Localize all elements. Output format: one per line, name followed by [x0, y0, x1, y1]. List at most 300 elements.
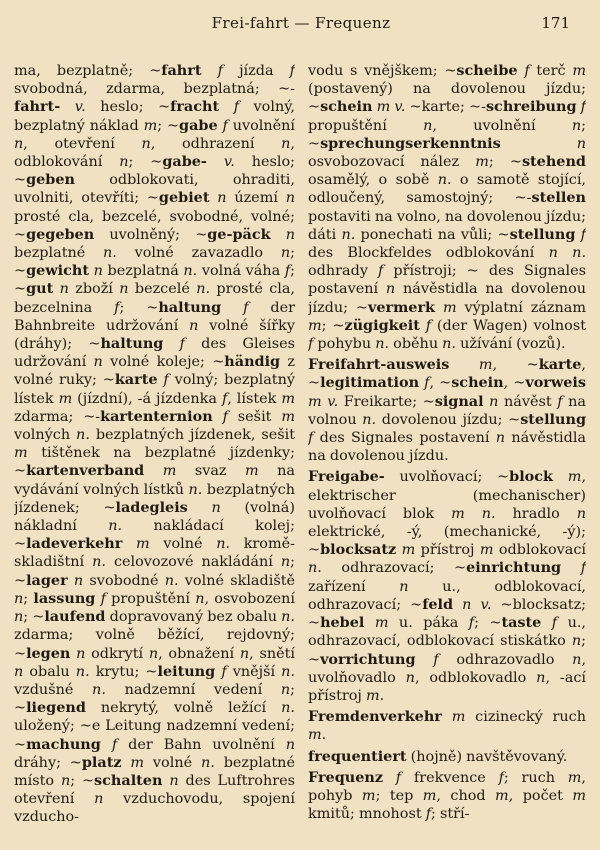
grammar-label: m: [572, 787, 586, 804]
definition-text: der Bahn uvolnění: [117, 736, 286, 753]
definition-text: frekvence: [401, 769, 499, 786]
headword: laufend: [44, 608, 106, 626]
grammar-label: n.: [281, 609, 295, 626]
grammar-label: n: [280, 245, 291, 262]
grammar-label: n.: [481, 505, 496, 522]
headword: Frequenz: [308, 768, 384, 786]
headword: gabe-: [162, 153, 207, 171]
definition-text: , chod: [436, 787, 496, 804]
grammar-label: n: [189, 317, 199, 334]
definition-text: ; ~: [119, 299, 159, 316]
grammar-label: n: [14, 663, 24, 680]
headword: kartenverband: [26, 462, 145, 480]
grammar-label: f: [557, 393, 563, 410]
headword: machung: [26, 735, 101, 753]
definition-text: u., odhrazovací, odblokovací stiskátko: [308, 615, 586, 650]
grammar-label: m: [130, 754, 145, 771]
grammar-label: f: [498, 769, 504, 786]
definition-text: volný; bezplatný lístek: [14, 372, 295, 407]
definition-text: volná váha: [197, 263, 285, 280]
definition-text: [213, 409, 223, 425]
grammar-label: f: [284, 263, 291, 280]
headword: hebel: [320, 614, 365, 632]
definition-text: ponechati na vůli; ~: [355, 226, 510, 243]
grammar-label: m: [567, 769, 582, 786]
definition-text: odhrady: [308, 263, 378, 280]
definition-text: návěstidla na dovolenou jízdu; ~: [308, 281, 586, 316]
definition-text: , ~: [308, 357, 586, 392]
headword: ladeverkehr: [26, 535, 123, 553]
definition-text: bezplatná: [102, 263, 184, 280]
grammar-label: n.: [362, 411, 377, 428]
grammar-label: m: [475, 154, 489, 171]
grammar-label: n: [195, 590, 205, 607]
definition-text: zařízení: [308, 578, 400, 595]
definition-text: obalu: [23, 663, 76, 680]
headword: stellung: [520, 410, 586, 428]
definition-text: ; ~: [474, 615, 502, 632]
headword: schreibung: [485, 98, 577, 116]
definition-text: (volná) nákladní: [14, 499, 295, 535]
definition-text: volné skladiště: [178, 572, 295, 589]
definition-text: zdarma; volně běžící, rejdovný; ~: [14, 627, 295, 662]
definition-text: [453, 597, 462, 613]
definition-text: [122, 536, 136, 552]
definition-text: [558, 245, 572, 261]
grammar-label: m: [479, 542, 494, 559]
grammar-label: n: [285, 736, 295, 753]
definition-text: , uvolnění: [432, 117, 572, 134]
definition-text: z volné ruky; ~: [14, 354, 295, 389]
headword: scheibe: [456, 62, 518, 79]
definition-text: na vydávání volných lístků: [14, 463, 295, 498]
definition-text: der Bahnbreite udržování: [14, 299, 295, 334]
grammar-label: n: [94, 791, 104, 808]
grammar-label: n: [576, 505, 586, 522]
grammar-label: n: [14, 590, 24, 607]
definition-text: , osvobození: [204, 590, 295, 607]
grammar-label: m: [442, 299, 457, 316]
definition-text: [60, 99, 75, 115]
definition-text: [101, 737, 112, 753]
grammar-label: n: [211, 499, 221, 516]
definition-text: tištěnek na bezplatné jízdenky; ~: [14, 445, 295, 480]
grammar-label: n: [548, 245, 558, 262]
grammar-label: f: [524, 63, 530, 79]
definition-text: terč: [529, 63, 573, 79]
headword: legen: [26, 644, 71, 662]
grammar-label: f: [425, 317, 432, 334]
definition-text: [144, 463, 162, 479]
grammar-label: n.: [281, 700, 295, 717]
definition-text: svaz: [176, 463, 245, 480]
definition-text: [271, 227, 286, 243]
headword: karte: [114, 371, 158, 389]
grammar-label: m: [14, 445, 28, 462]
definition-text: osvobozovací nález: [308, 154, 476, 171]
grammar-label: f: [308, 336, 314, 353]
grammar-label: n: [495, 430, 506, 447]
definition-text: oběhu: [389, 336, 443, 353]
grammar-label: n.: [108, 518, 123, 535]
definition-text: , odblokování: [14, 135, 295, 171]
grammar-label: f: [425, 806, 432, 823]
definition-text: heslo; ~: [14, 154, 295, 189]
headword: liegend: [26, 699, 86, 717]
grammar-label: m: [401, 542, 416, 559]
definition-text: (der Wagen) volnost: [431, 317, 586, 334]
grammar-label: m: [572, 63, 586, 79]
dictionary-entry: [308, 769, 586, 824]
definition-text: prosté cla, bezcelnina: [14, 281, 295, 316]
grammar-label: f: [308, 430, 314, 447]
grammar-label: n: [281, 135, 291, 152]
grammar-label: m: [422, 787, 437, 804]
grammar-label: n: [405, 669, 415, 686]
headword: vorrichtung: [320, 650, 416, 668]
definition-text: ; ~: [488, 154, 522, 171]
definition-text: uvolňovací; ~: [384, 469, 510, 486]
definition-text: o samotě stojící, odloučený, samostojný; ~-: [308, 172, 586, 207]
definition-text: ; ~: [321, 317, 345, 334]
page-header: [0, 14, 600, 40]
definition-text: , lístek: [227, 390, 282, 407]
definition-text: , odblokovadlo: [414, 669, 537, 686]
definition-text: propuštění: [308, 117, 424, 134]
headword: stellung: [509, 225, 576, 243]
headword: Freigabe-: [308, 468, 385, 486]
definition-text: , ~: [492, 357, 539, 374]
definition-text: odblokovací: [493, 542, 586, 559]
grammar-label: m: [365, 687, 380, 704]
grammar-label: m: [451, 709, 466, 726]
definition-text: ; ~: [70, 772, 95, 789]
grammar-label: m: [162, 463, 177, 480]
headword: einrichtung: [466, 559, 562, 577]
headword: stehend: [521, 153, 586, 171]
headword: schein: [320, 98, 373, 116]
definition-text: [561, 560, 581, 576]
grammar-label: v.: [394, 99, 406, 116]
grammar-label: f: [243, 299, 249, 316]
grammar-label: f: [580, 99, 586, 116]
definition-text: volný, bezplatný náklad: [14, 99, 295, 134]
definition-text: zboží: [68, 281, 120, 298]
definition-text: vnější: [226, 663, 282, 680]
grammar-label: n: [571, 633, 582, 650]
running-head: Frei-fahrt — Frequenz: [211, 14, 391, 32]
definition-text: na volnou: [308, 393, 586, 428]
definition-text: [449, 357, 479, 373]
headword: schein: [451, 374, 504, 392]
definition-text: ; ~: [14, 263, 295, 298]
grammar-label: n: [399, 578, 409, 595]
definition-text: návěstidla na dovolenou jízdu.: [308, 430, 586, 465]
headword: block: [509, 468, 554, 486]
definition-text: u., odblokovací, odhrazovací; ~: [308, 578, 586, 613]
definition-text: Freikarte; ~: [338, 393, 435, 410]
definition-text: zdarma; ~-: [14, 408, 101, 425]
definition-text: postaviti na volno, na dovolenou jízdu; dáti: [308, 208, 586, 243]
definition-text: , snětí: [249, 645, 295, 662]
grammar-label: v.: [223, 154, 235, 171]
definition-text: volné koleje; ~: [102, 354, 225, 371]
definition-text: odblokovati, ohraditi, uvolniti, otevříti; ~: [14, 172, 295, 207]
dictionary-entry: [308, 356, 586, 465]
grammar-label: n.: [183, 263, 198, 280]
definition-text: , -ací přístroj: [308, 669, 586, 704]
grammar-label: n: [280, 554, 291, 571]
headword: fahrt-: [14, 98, 61, 116]
headword: fracht: [170, 98, 220, 116]
definition-text: ; stří-: [431, 806, 470, 823]
grammar-label: m: [567, 469, 582, 486]
definition-text: bezcelé: [128, 281, 197, 298]
grammar-label: n.: [76, 427, 90, 444]
grammar-label: m: [376, 99, 391, 116]
grammar-label: n: [576, 135, 586, 152]
headword: lager: [26, 571, 68, 589]
grammar-label: n.: [375, 336, 390, 353]
definition-text: hradlo: [495, 505, 577, 522]
definition-text: [435, 300, 443, 316]
headword: legitimation: [320, 374, 420, 392]
grammar-label: n: [73, 572, 84, 589]
definition-text: ; ~: [14, 245, 295, 280]
dictionary-entry: [308, 748, 586, 766]
definition-text: [188, 500, 212, 516]
headword: Fremdenverkehr: [308, 708, 442, 726]
headword: schalten: [94, 771, 163, 789]
grammar-label: n.: [442, 336, 456, 353]
grammar-label: f: [222, 408, 228, 425]
headword: gewicht: [26, 262, 90, 280]
grammar-label: n: [141, 135, 151, 152]
definition-text: vzdušné: [14, 681, 93, 698]
definition-text: prosté cla, bezcelé, svobodné, volné; ~: [14, 208, 295, 243]
definition-text: , ~: [429, 375, 452, 392]
grammar-label: f: [551, 615, 558, 632]
definition-text: odkrytí: [85, 645, 149, 662]
definition-text: , obnažení: [158, 645, 240, 662]
definition-text: volné: [149, 536, 217, 553]
definition-text: ; ~: [128, 154, 163, 171]
definition-text: vzduchovodu, spojení vzducho-: [14, 791, 295, 826]
definition-text: ma, bezplatně; ~: [14, 63, 162, 79]
definition-text: [383, 770, 396, 786]
definition-text: [207, 154, 224, 170]
definition-text: krytu; ~: [89, 663, 158, 680]
definition-text: ~karte; ~-: [405, 99, 486, 116]
definition-text: ~blocksatz; ~: [308, 596, 586, 632]
headword: gebiet: [158, 189, 210, 207]
left-column-text: [14, 62, 295, 827]
grammar-label: f: [580, 226, 586, 243]
definition-text: ; ~: [308, 633, 586, 668]
headword: karte: [538, 356, 582, 374]
grammar-label: f: [100, 590, 106, 607]
definition-text: des Blockfeldes odblokování: [308, 245, 549, 262]
definition-text: [364, 615, 374, 631]
definition-text: des Luftrohres otevření: [14, 772, 295, 808]
grammar-label: m: [478, 357, 493, 374]
grammar-label: m: [374, 615, 389, 632]
definition-text: ; ~: [23, 609, 45, 626]
definition-text: [541, 615, 551, 631]
grammar-label: n.: [164, 572, 179, 589]
grammar-label: v.: [327, 393, 339, 410]
grammar-label: n.: [281, 663, 295, 680]
headword: vermerk: [367, 298, 436, 316]
definition-text: , počet: [508, 787, 573, 804]
headword: taste: [501, 614, 542, 632]
definition-text: uvolněný; ~: [94, 226, 208, 243]
grammar-label: n: [217, 190, 227, 207]
definition-text: .: [321, 727, 327, 744]
grammar-label: f: [222, 117, 228, 134]
grammar-label: n.: [308, 560, 322, 577]
definition-text: (hojně) navštěvovaný.: [406, 748, 568, 765]
grammar-label: n: [280, 681, 291, 698]
dictionary-entry: [308, 62, 586, 353]
definition-text: svobodná, zdarma, bezplatná; ~-: [14, 81, 295, 98]
grammar-label: f: [424, 375, 430, 392]
dictionary-entry: [308, 708, 586, 744]
grammar-label: n: [76, 645, 86, 662]
definition-text: nakládací kolej; ~: [14, 518, 295, 553]
grammar-label: m: [143, 117, 158, 134]
definition-text: volných: [14, 427, 77, 444]
grammar-label: n: [423, 117, 433, 134]
definition-text: dovolenou jízdu; ~: [376, 411, 521, 428]
grammar-label: f: [111, 736, 118, 753]
definition-text: [219, 99, 234, 115]
headword: händig: [224, 353, 281, 371]
definition-text: [163, 336, 179, 352]
grammar-label: f: [433, 651, 439, 668]
definition-text: vodu s vnějškem; ~: [308, 63, 457, 79]
definition-text: ; ~: [14, 554, 295, 589]
definition-text: užívání (vozů).: [456, 336, 566, 353]
grammar-label: n: [572, 651, 582, 668]
grammar-label: n: [14, 135, 24, 152]
grammar-label: f: [179, 336, 185, 353]
definition-text: [221, 300, 243, 316]
right-column: [308, 62, 586, 840]
grammar-label: n.: [92, 681, 106, 698]
definition-text: bezplatné místo: [14, 754, 295, 789]
definition-text: výplatní záznam: [456, 299, 586, 316]
definition-text: uložený; ~e Leitung nadzemní vedení; ~: [14, 718, 295, 753]
headword: sprechungserkenntnis: [320, 134, 501, 152]
grammar-label: n.: [75, 663, 90, 680]
page-number: 171: [541, 14, 570, 32]
headword: frequentiert: [308, 747, 407, 765]
definition-text: propuštění: [105, 590, 196, 607]
definition-text: (postavený) na dovolenou jízdu; ~: [308, 81, 586, 116]
grammar-label: m: [308, 727, 322, 744]
left-column: [14, 62, 295, 840]
grammar-label: m: [308, 317, 322, 334]
headword: leitung: [157, 662, 216, 680]
definition-text: ;: [23, 590, 34, 607]
headword: stellen: [531, 189, 586, 207]
definition-text: [416, 652, 434, 668]
headword: geben: [26, 171, 75, 189]
headword: gegeben: [26, 225, 95, 243]
grammar-label: n.: [572, 245, 586, 262]
definition-text: bezplatných jízdenek; ~: [14, 481, 295, 516]
definition-text: cizinecký ruch: [465, 709, 586, 726]
definition-text: volné: [144, 754, 201, 771]
grammar-label: n: [239, 645, 250, 662]
grammar-label: n: [285, 226, 295, 243]
grammar-label: f: [378, 263, 384, 280]
grammar-label: m: [281, 408, 295, 425]
dictionary-entry: [308, 468, 586, 705]
grammar-label: m: [245, 463, 259, 480]
grammar-label: m: [136, 536, 150, 553]
headword: blocksatz: [320, 541, 397, 559]
definition-text: , ~: [503, 375, 526, 392]
definition-text: volné zavazadlo: [116, 245, 281, 262]
definition-text: odhrazovadlo: [438, 651, 573, 668]
grammar-label: n.: [103, 245, 117, 262]
definition-text: ; ~: [308, 117, 586, 152]
grammar-label: m: [495, 787, 509, 804]
definition-text: nadzemní vedení: [105, 681, 281, 698]
grammar-label: f: [468, 615, 475, 632]
grammar-label: n.: [92, 554, 106, 571]
definition-text: bezplatných jízdenek, sešit: [89, 427, 295, 444]
grammar-label: n: [385, 281, 396, 298]
grammar-label: v.: [480, 596, 492, 613]
grammar-label: m: [58, 390, 73, 407]
grammar-label: f: [289, 63, 295, 79]
definition-text: návěst: [498, 393, 558, 410]
grammar-label: n: [119, 154, 129, 171]
grammar-label: n: [59, 281, 69, 298]
grammar-label: n: [462, 596, 472, 613]
definition-text: celovozové nakládání: [105, 554, 281, 571]
definition-text: kmitů; mnohost: [308, 806, 426, 823]
definition-text: , uvolňovadlo: [308, 651, 586, 686]
grammar-label: n: [489, 393, 499, 410]
definition-text: osamělý, o sobě: [308, 172, 438, 189]
grammar-label: n: [536, 669, 546, 686]
definition-text: odhrazovací; ~: [321, 560, 467, 577]
definition-text: dopravovaný bez obalu: [105, 609, 282, 626]
definition-text: dráhy; ~: [14, 754, 82, 771]
headword: Freifahrt-ausweis: [308, 356, 450, 374]
grammar-label: m: [451, 505, 465, 522]
definition-text: území: [226, 190, 286, 207]
definition-text: ; ~: [157, 117, 180, 134]
grammar-label: n.: [437, 172, 452, 189]
definition-text: jízda: [222, 63, 290, 79]
grammar-label: m: [308, 393, 322, 410]
definition-text: ; ruch: [503, 769, 568, 786]
grammar-label: n: [169, 772, 179, 789]
definition-text: [501, 136, 577, 152]
grammar-label: n: [93, 263, 103, 280]
headword: gut: [26, 280, 54, 298]
headword: ladegleis: [115, 498, 188, 516]
grammar-label: f: [217, 63, 223, 79]
grammar-label: n: [93, 354, 103, 371]
headword: fahrt: [161, 62, 202, 79]
definition-text: svobodné: [83, 572, 165, 589]
